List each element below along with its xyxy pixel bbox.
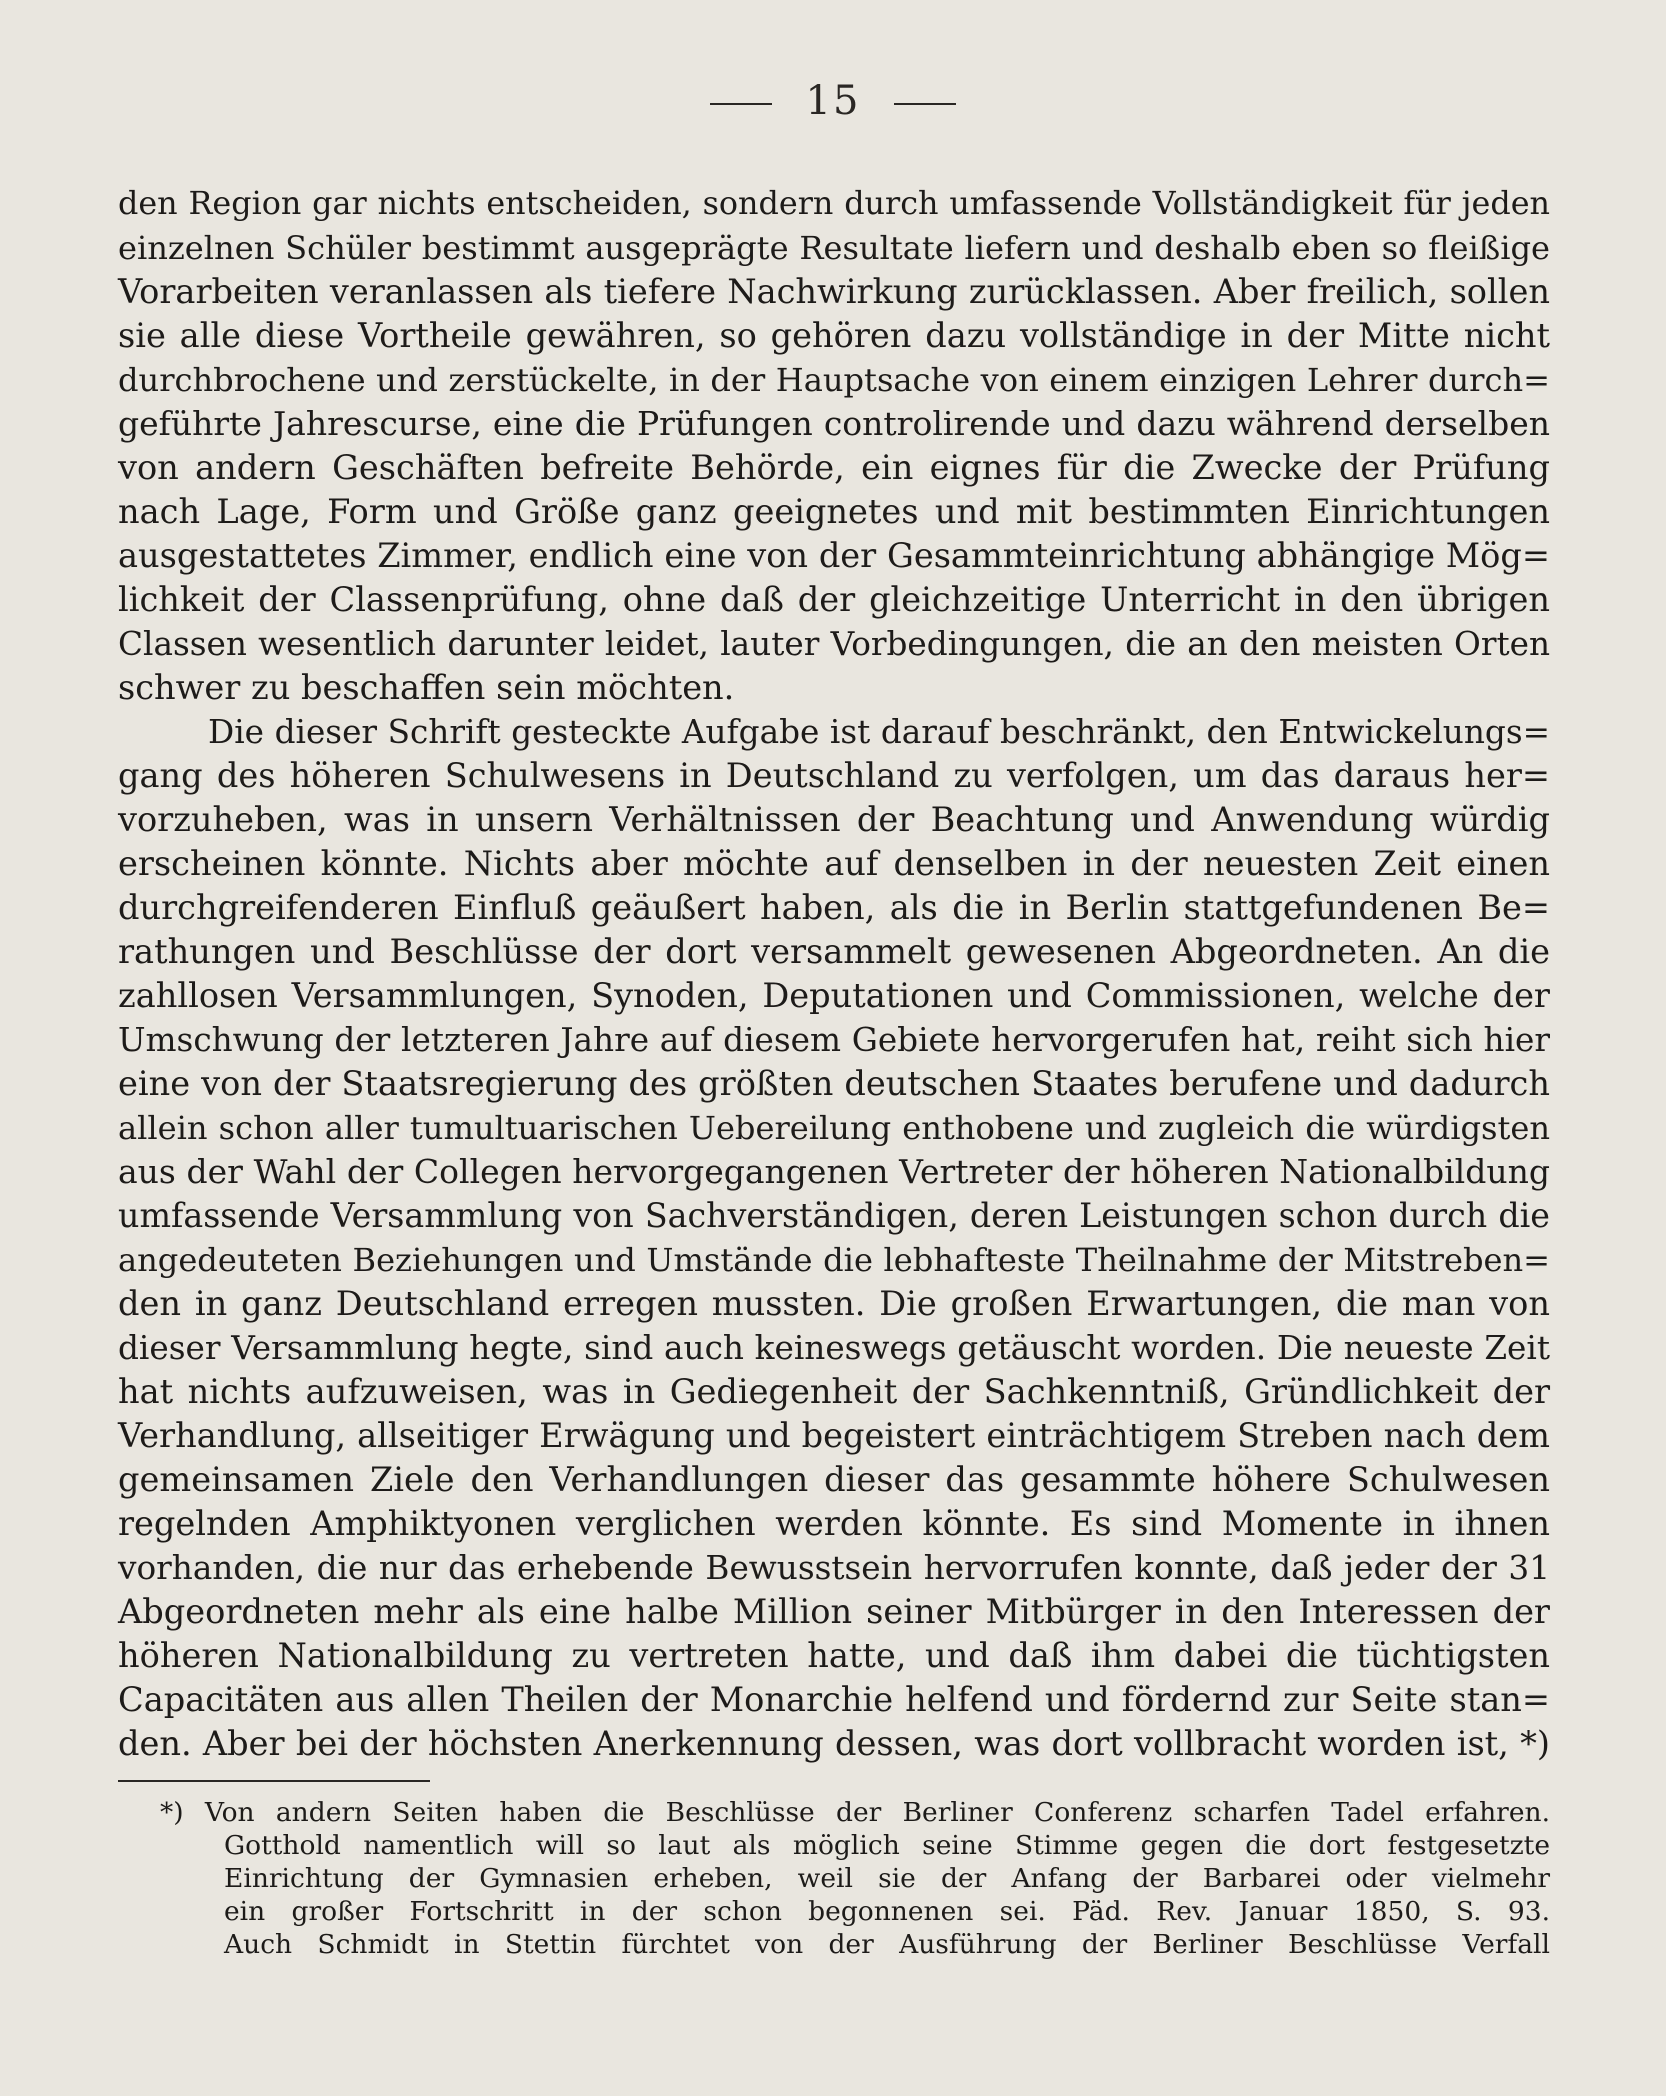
paragraph-2 [118, 710, 1550, 1766]
text-line: einzelnen Schüler bestimmt ausgeprägte Resultate liefern und deshalb eben so fleißige [118, 229, 1550, 267]
footnote [160, 1796, 1550, 1961]
footnote-line: Gotthold namentlich will so laut als möglich seine Stimme gegen die dort festgesetzte [224, 1830, 1550, 1861]
text-line: Die dieser Schrift gesteckte Aufgabe ist darauf beschränkt, den Entwickelungs= [208, 713, 1550, 751]
text-line: erscheinen könnte. Nichts aber möchte auf denselben in der neuesten Zeit einen [118, 844, 1550, 883]
text-line: geführte Jahrescurse, eine die Prüfungen controlirende und dazu während derselben [118, 404, 1550, 443]
text-line: eine von der Staatsregierung des größten deutschen Staates berufene und dadurch [118, 1064, 1550, 1103]
text-line: den in ganz Deutschland erregen mussten. Die großen Erwartungen, die man von [118, 1284, 1550, 1323]
text-line: lichkeit der Classenprüfung, ohne daß der gleichzeitige Unterricht in den übrigen [118, 580, 1550, 619]
text-line: Vorarbeiten veranlassen als tiefere Nachwirkung zurücklassen. Aber freilich, sollen [118, 272, 1550, 311]
text-line: regelnden Amphiktyonen verglichen werden könnte. Es sind Momente in ihnen [118, 1504, 1550, 1543]
footnote-rule [118, 1780, 430, 1782]
right-dash [894, 103, 956, 105]
text-line: Umschwung der letzteren Jahre auf diesem Gebiete hervorgerufen hat, reiht sich hier [118, 1021, 1550, 1059]
page-number: 15 [805, 78, 861, 124]
page-number-header [0, 78, 1666, 124]
text-line: Capacitäten aus allen Theilen der Monarchie helfend und fördernd zur Seite stan= [118, 1680, 1550, 1719]
text-line: sie alle diese Vortheile gewähren, so gehören dazu vollständige in der Mitte nicht [118, 316, 1550, 355]
text-line: gang des höheren Schulwesens in Deutschland zu verfolgen, um das daraus her= [118, 756, 1550, 795]
text-line: den. Aber bei der höchsten Anerkennung dessen, was dort vollbracht worden ist, *) [118, 1724, 1550, 1763]
text-line: Classen wesentlich darunter leidet, lauter Vorbedingungen, die an den meisten Orten [118, 625, 1550, 663]
text-line: umfassende Versammlung von Sachverständigen, deren Leistungen schon durch die [118, 1196, 1550, 1235]
left-dash [710, 103, 772, 105]
text-line: den Region gar nichts entscheiden, sondern durch umfassende Vollständigkeit für jeden [118, 185, 1550, 222]
main-text [118, 182, 1550, 1766]
text-line: vorzuheben, was in unsern Verhältnissen der Beachtung und Anwendung würdig [118, 800, 1550, 839]
text-line: Verhandlung, allseitiger Erwägung und begeistert einträchtigem Streben nach dem [118, 1416, 1550, 1455]
text-line: von andern Geschäften befreite Behörde, ein eignes für die Zwecke der Prüfung [118, 448, 1550, 487]
text-line: durchbrochene und zerstückelte, in der Hauptsache von einem einzigen Lehrer durch= [118, 361, 1550, 399]
paragraph-1 [118, 182, 1550, 710]
text-line: allein schon aller tumultuarischen Uebereilung enthobene und zugleich die würdigsten [118, 1109, 1550, 1147]
text-line: vorhanden, die nur das erhebende Bewusstsein hervorrufen konnte, daß jeder der 31 [118, 1549, 1550, 1587]
text-line: aus der Wahl der Collegen hervorgegangenen Vertreter der höheren Nationalbildung [118, 1152, 1550, 1191]
text-line: gemeinsamen Ziele den Verhandlungen dieser das gesammte höhere Schulwesen [118, 1460, 1550, 1499]
text-line: zahllosen Versammlungen, Synoden, Deputationen und Commissionen, welche der [118, 976, 1550, 1015]
text-line: angedeuteten Beziehungen und Umstände die lebhafteste Theilnahme der Mitstreben= [118, 1241, 1550, 1279]
text-line: nach Lage, Form und Größe ganz geeignetes und mit bestimmten Einrichtungen [118, 492, 1550, 531]
footnote-line: *) Von andern Seiten haben die Beschlüsse der Berliner Conferenz scharfen Tadel erfahren. [160, 1797, 1550, 1828]
text-line: schwer zu beschaffen sein möchten. [118, 668, 735, 707]
footnote-line: Einrichtung der Gymnasien erheben, weil sie der Anfang der Barbarei oder vielmehr [224, 1863, 1550, 1894]
text-line: höheren Nationalbildung zu vertreten hatte, und daß ihm dabei die tüchtigsten [118, 1636, 1550, 1675]
footnote-line: Auch Schmidt in Stettin fürchtet von der Ausführung der Berliner Beschlüsse Verfall [224, 1929, 1550, 1960]
text-line: Abgeordneten mehr als eine halbe Million seiner Mitbürger in den Interessen der [118, 1592, 1550, 1631]
text-line: hat nichts aufzuweisen, was in Gediegenheit der Sachkenntniß, Gründlichkeit der [118, 1372, 1550, 1411]
text-line: durchgreifenderen Einfluß geäußert haben, als die in Berlin stattgefundenen Be= [118, 888, 1550, 927]
text-line: ausgestattetes Zimmer, endlich eine von der Gesammteinrichtung abhängige Mög= [118, 536, 1550, 575]
text-line: dieser Versammlung hegte, sind auch keineswegs getäuscht worden. Die neueste Zeit [118, 1329, 1550, 1367]
text-line: rathungen und Beschlüsse der dort versammelt gewesenen Abgeordneten. An die [118, 932, 1550, 971]
footnote-line: ein großer Fortschritt in der schon begonnenen sei. Päd. Rev. Januar 1850, S. 93. [224, 1896, 1550, 1927]
